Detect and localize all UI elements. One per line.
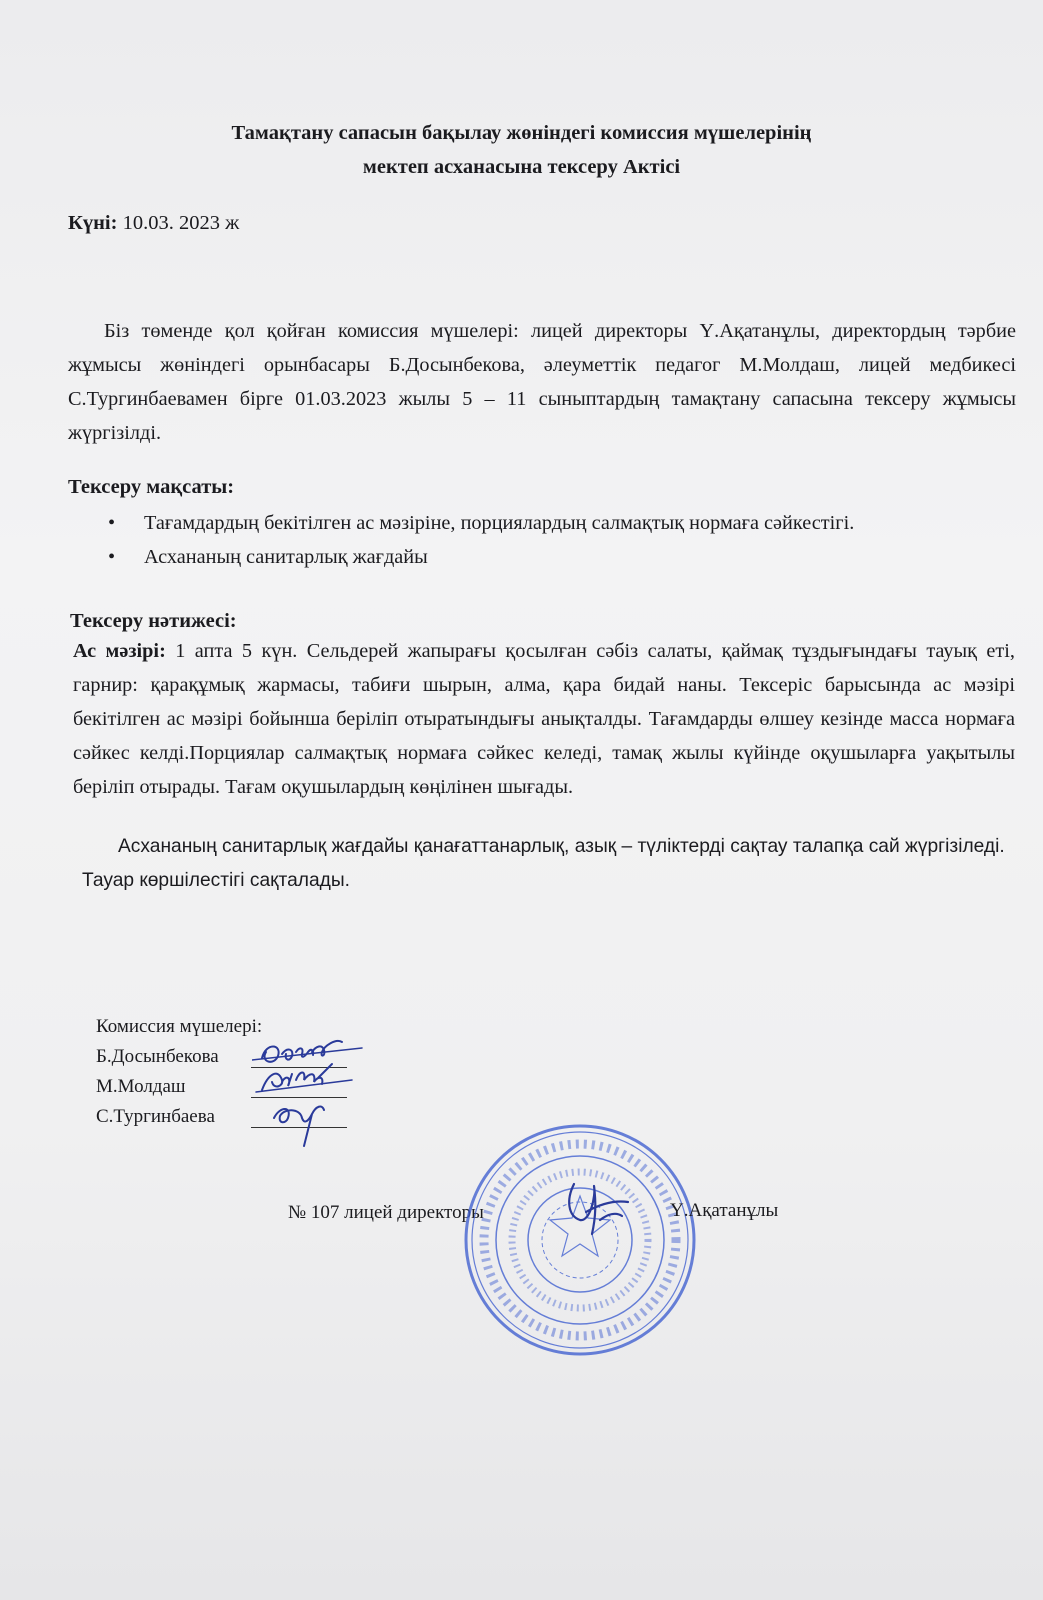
member-row [96, 1102, 262, 1132]
intro-paragraph: Біз төменде қол қойған комиссия мүшелері: лицей директоры Ү.Ақатанұлы, директордың тәрбие жұмысы жөніндегі орынбасары Б.Досынбекова, әлеуметтік педагог М.Молдаш, лицей медбикесі С.Тургинбаевамен бірге 01.03.2023 жылы 5 – 11 сыныптардың тамақтану сапасына тексеру жұмысы жүргізілді. [68, 320, 1016, 444]
result-heading: Тексеру нәтижесі: [70, 610, 237, 632]
purpose-item-text: Тағамдардың бекітілген ас мәзіріне, порциялардың салмақтық нормаға сәйкестігі. [144, 512, 855, 534]
member-name: С.Тургинбаева [96, 1106, 215, 1127]
purpose-item-text: Асхананың санитарлық жағдайы [144, 546, 428, 568]
sanitary-paragraph: Асхананың санитарлық жағдайы қанағаттанарлық, азық – түліктерді сақтау талапқа сай жүргізіледі. Тауар көршілестігі сақталады. [82, 836, 1005, 891]
director-signature-icon [556, 1176, 636, 1246]
purpose-list [108, 506, 854, 574]
commission-block [96, 1012, 262, 1132]
member-name: Б.Досынбекова [96, 1046, 219, 1067]
director-name: Ү.Ақатанұлы [670, 1200, 779, 1221]
date-line [68, 212, 239, 235]
purpose-item [108, 540, 854, 574]
member-row [96, 1042, 262, 1072]
date-label: Күні: [68, 212, 118, 234]
bullet-icon: • [108, 546, 116, 568]
bullet-icon: • [108, 512, 116, 534]
title-line-2: мектеп асханасына тексеру Актісі [362, 156, 681, 178]
signatures-icon [252, 1030, 372, 1150]
title-line-1: Тамақтану сапасын бақылау жөніндегі комиссия мүшелерінің [231, 122, 812, 144]
purpose-heading: Тексеру мақсаты: [68, 476, 235, 498]
menu-paragraph [73, 634, 1015, 804]
member-name: М.Молдаш [96, 1076, 186, 1097]
purpose-item [108, 506, 854, 540]
member-row [96, 1072, 262, 1102]
commission-heading: Комиссия мүшелері: [96, 1016, 263, 1037]
date-value: 10.03. 2023 ж [117, 212, 240, 234]
menu-text: 1 апта 5 күн. Сельдерей жапырағы қосылған сәбіз салаты, қаймақ тұздығындағы тауық еті, гарнир: қарақұмық жармасы, табиғи шырын, алма, қара бидай наны. Тексеріс барысында ас мәзірі бекітілген ас мәзірі бойынша беріліп отыратындығы анықталды. Тағамдарды өлшеу кезінде масса нормаға сәйкес келді.Порциялар салмақтық нормаға сәйкес келеді, тамақ жылы күйінде оқушыларға уақытылы беріліп отырады. Тағам оқушылардың көңілінен шығады. [73, 640, 1015, 798]
document-title [0, 116, 1043, 184]
menu-label: Ас мәзірі: [73, 640, 166, 662]
director-label: № 107 лицей директоры [288, 1202, 484, 1223]
